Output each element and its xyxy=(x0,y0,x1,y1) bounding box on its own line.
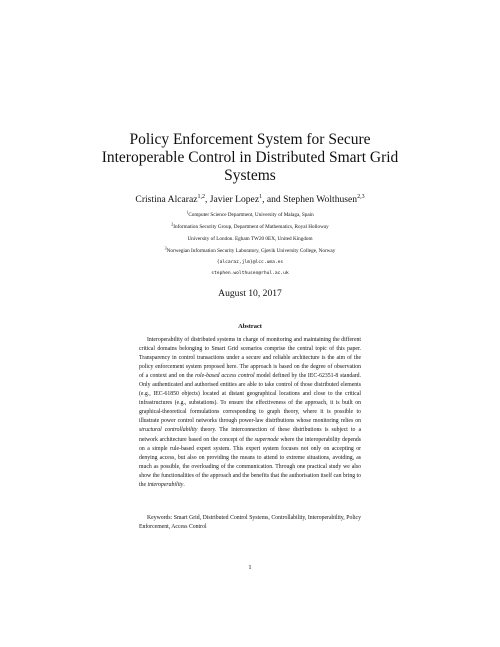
email-line: {alcaraz,jlm}@lcc.uma.es xyxy=(216,260,284,265)
abstract-text: Interoperability of distributed systems in charge of monitoring and maintaining the different critical domains belonging to Smart Grid scenarios comprise the central topic of this paper. Transparency in control transactions under a secure and reliable architecture is the aim of the policy enforcement system proposed here. The approach is based on the degree of observation of a context and on the xyxy=(139,337,361,380)
author-name: Javier Lopez xyxy=(209,194,260,205)
author-affiliation-mark: 2,3 xyxy=(357,193,365,200)
paper-date: August 10, 2017 xyxy=(218,288,282,299)
author-name: Cristina Alcaraz xyxy=(135,194,198,205)
affiliation-line xyxy=(0,236,500,242)
keywords: Keywords: Smart Grid, Distributed Control Systems, Controllability, Interoperability, Policy Enforcement, Access Control xyxy=(139,515,361,530)
affiliation-mark: 3 xyxy=(164,245,167,251)
affiliation-text: Information Security Group, Department of Mathematics, Royal Holloway xyxy=(173,224,329,230)
affiliation-text: University of London. Egham TW20 0EX, United Kingdom xyxy=(187,236,313,242)
author-list xyxy=(0,194,500,205)
abstract-emphasis: structural controllability xyxy=(139,427,198,434)
title-line: Policy Enforcement System for Secure xyxy=(129,131,371,148)
abstract-emphasis: interoperability xyxy=(147,481,184,488)
paper-title xyxy=(80,131,420,185)
author-affiliation-mark: 1,2 xyxy=(197,193,205,200)
author-separator: , and xyxy=(262,194,284,205)
affiliation-line xyxy=(0,221,500,230)
abstract-text: where the interoperability depends on a simple rule-based expert system. This expert system focuses not only on accepting or denying access, but also on providing the means to attend to extreme situations, avoiding, as much as possible, the overloading of the communication. Through one practical study we also show the functionalities of the approach and the benefits that the authorisation itself can bring to the xyxy=(139,436,361,488)
abstract-emphasis: role-based access control xyxy=(195,373,255,380)
author-separator: , xyxy=(205,194,210,205)
abstract-body xyxy=(139,336,361,490)
title-line: Interoperable Control in Distributed Smart Grid xyxy=(101,149,399,166)
abstract-text: . xyxy=(183,481,185,488)
author-affiliation-mark: 1 xyxy=(259,193,263,200)
abstract-text: theory. The interconnection of these distributions is subject to a network architecture based on the concept of the xyxy=(139,427,362,443)
affiliation-mark: 1 xyxy=(186,209,189,215)
page-number: 1 xyxy=(248,564,252,571)
affiliation-text: Norwegian Information Security Laboratory, Gjøvik University College, Norway xyxy=(166,248,336,254)
abstract-emphasis: supernode xyxy=(254,436,279,443)
affiliation-line xyxy=(0,209,500,218)
abstract-heading: Abstract xyxy=(238,323,262,330)
author-name: Stephen Wolthusen xyxy=(283,194,358,205)
email-line: stephen.wolthusen@rhul.ac.uk xyxy=(211,271,289,276)
affiliation-text: Computer Science Department, University of Malaga, Spain xyxy=(188,212,314,218)
abstract-text: model defined by the IEC-62351-8 standard. Only authenticated and authorised entities are able to take control of those distributed elements (e.g., IEC-61850 objects) located at distant geographical locations and close to the critical infrastructures (e.g., substations). To ensure the effectiveness of the approach, it is built on graphical-theoretical formulations corresponding to graph theory, where it is possible to illustrate power control networks through power-law distributions whose monitoring relies on xyxy=(139,373,361,425)
affiliation-mark: 2 xyxy=(171,221,174,227)
affiliation-line xyxy=(0,245,500,254)
title-line: Systems xyxy=(224,167,276,184)
